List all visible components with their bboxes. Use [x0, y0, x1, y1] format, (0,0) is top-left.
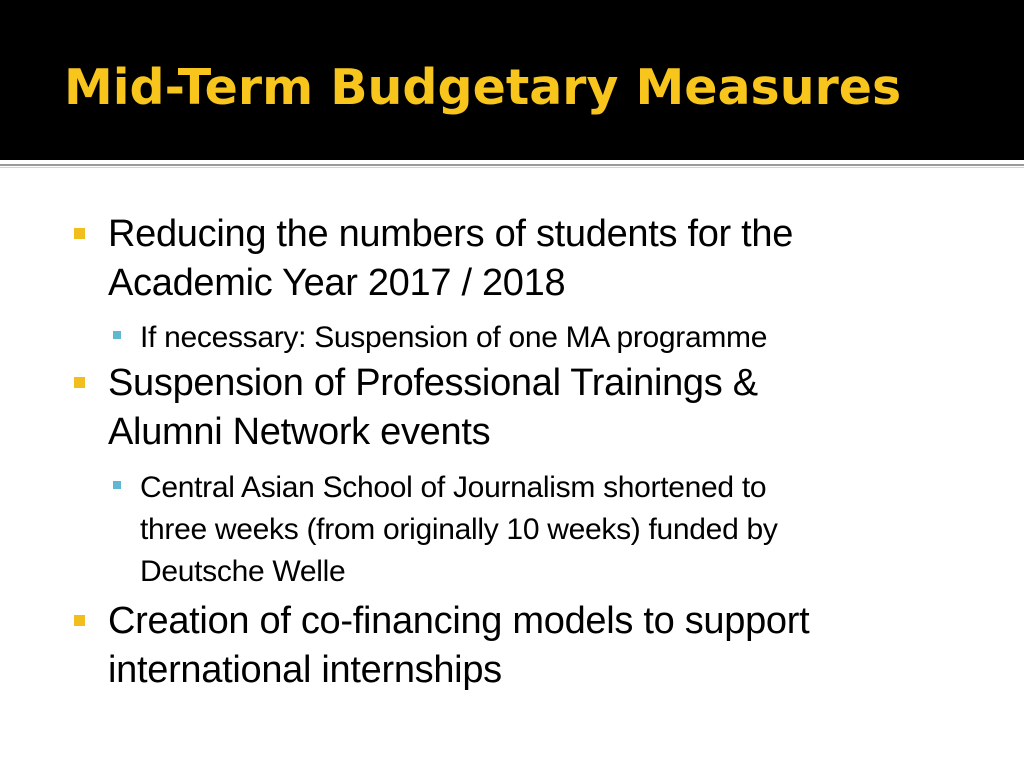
square-bullet-icon [113, 481, 121, 489]
bullet-text-line: Central Asian School of Journalism shortened to [140, 471, 767, 504]
bullet-item [108, 597, 988, 695]
bullet-text-line: If necessary: Suspension of one MA programme [140, 321, 768, 354]
bullet-item [108, 359, 988, 457]
sub-bullet-item [140, 467, 1000, 593]
square-bullet-icon [74, 377, 85, 388]
bullet-text-line: Reducing the numbers of students for the [108, 213, 794, 255]
bullet-item [108, 210, 988, 308]
sub-bullet-item [140, 317, 1000, 359]
bullet-text-line: Creation of co-financing models to support [108, 600, 810, 642]
slide-title: Mid-Term Budgetary Measures [64, 59, 902, 116]
square-bullet-icon [74, 615, 85, 626]
square-bullet-icon [113, 331, 121, 339]
bullet-text-line: three weeks (from originally 10 weeks) funded by [140, 513, 778, 546]
square-bullet-icon [74, 228, 85, 239]
bullet-text-line: Deutsche Welle [140, 555, 346, 588]
bullet-text-line: Suspension of Professional Trainings & [108, 362, 758, 404]
bullet-text-line: international internships [108, 649, 502, 691]
bullet-text-line: Academic Year 2017 / 2018 [108, 262, 566, 304]
bullet-text-line: Alumni Network events [108, 411, 491, 453]
